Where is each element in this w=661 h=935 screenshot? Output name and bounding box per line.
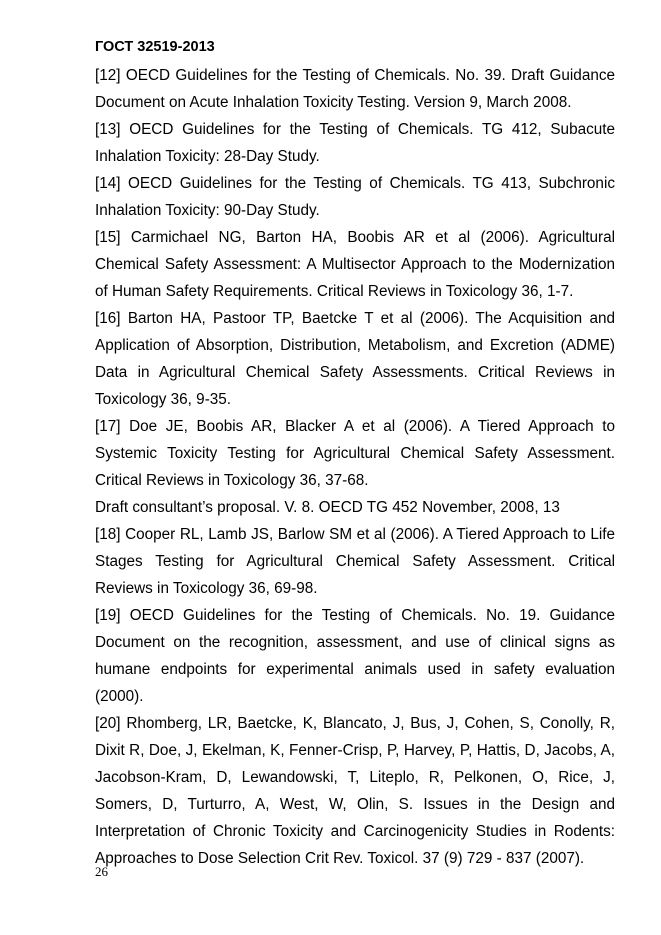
reference-16: [16] Barton HA, Pastoor TP, Baetcke T et al (2006). The Acquisition and Application of Absorption, Distribution, Metabolism, and Excretion (ADME) Data in Agricultural Chemical Safety Assessments. Critical Reviews in Toxicology 36, 9-35. xyxy=(95,310,615,408)
reference-13: [13] OECD Guidelines for the Testing of Chemicals. TG 412, Subacute Inhalation Toxicity: 28-Day Study. xyxy=(95,121,615,165)
reference-14: [14] OECD Guidelines for the Testing of Chemicals. TG 413, Subchronic Inhalation Toxicity: 90-Day Study. xyxy=(95,175,615,219)
reference-20: [20] Rhomberg, LR, Baetcke, K, Blancato, J, Bus, J, Cohen, S, Conolly, R, Dixit R, Doe, J, Ekelman, K, Fenner-Crisp, P, Harvey, P, Hattis, D, Jacobs, A, Jacobson-Kram, D, Lewandowski, T, Liteplo, R, Pelkonen, O, Rice, J, Somers, D, Turturro, A, West, W, Olin, S. Issues in the Design and Interpretation of Chronic Toxicity and Carcinogenicity Studies in Rodents: Approaches to Dose Selection Crit Rev. Toxicol. 37 (9) 729 - 837 (2007). xyxy=(95,715,615,867)
page-number: 26 xyxy=(95,864,108,879)
reference-17: [17] Doe JE, Boobis AR, Blacker A et al (2006). A Tiered Approach to Systemic Toxicity Testing for Agricultural Chemical Safety Assessment. Critical Reviews in Toxicology 36, 37-68. xyxy=(95,418,615,489)
page-header: ГОСТ 32519-2013 xyxy=(95,39,215,55)
reference-list xyxy=(95,62,615,872)
reference-18: [18] Cooper RL, Lamb JS, Barlow SM et al (2006). A Tiered Approach to Life Stages Testing for Agricultural Chemical Safety Assessment. Critical Reviews in Toxicology 36, 69-98. xyxy=(95,526,615,597)
reference-12: [12] OECD Guidelines for the Testing of Chemicals. No. 39. Draft Guidance Document on Acute Inhalation Toxicity Testing. Version 9, March 2008. xyxy=(95,67,615,111)
draft-note: Draft consultant’s proposal. V. 8. OECD TG 452 November, 2008, 13 xyxy=(95,499,560,516)
reference-15: [15] Carmichael NG, Barton HA, Boobis AR et al (2006). Agricultural Chemical Safety Assessment: A Multisector Approach to the Modernization of Human Safety Requirements. Critical Reviews in Toxicology 36, 1-7. xyxy=(95,229,615,300)
reference-19: [19] OECD Guidelines for the Testing of Chemicals. No. 19. Guidance Document on the recognition, assessment, and use of clinical signs as humane endpoints for experimental animals used in safety evaluation (2000). xyxy=(95,607,615,705)
